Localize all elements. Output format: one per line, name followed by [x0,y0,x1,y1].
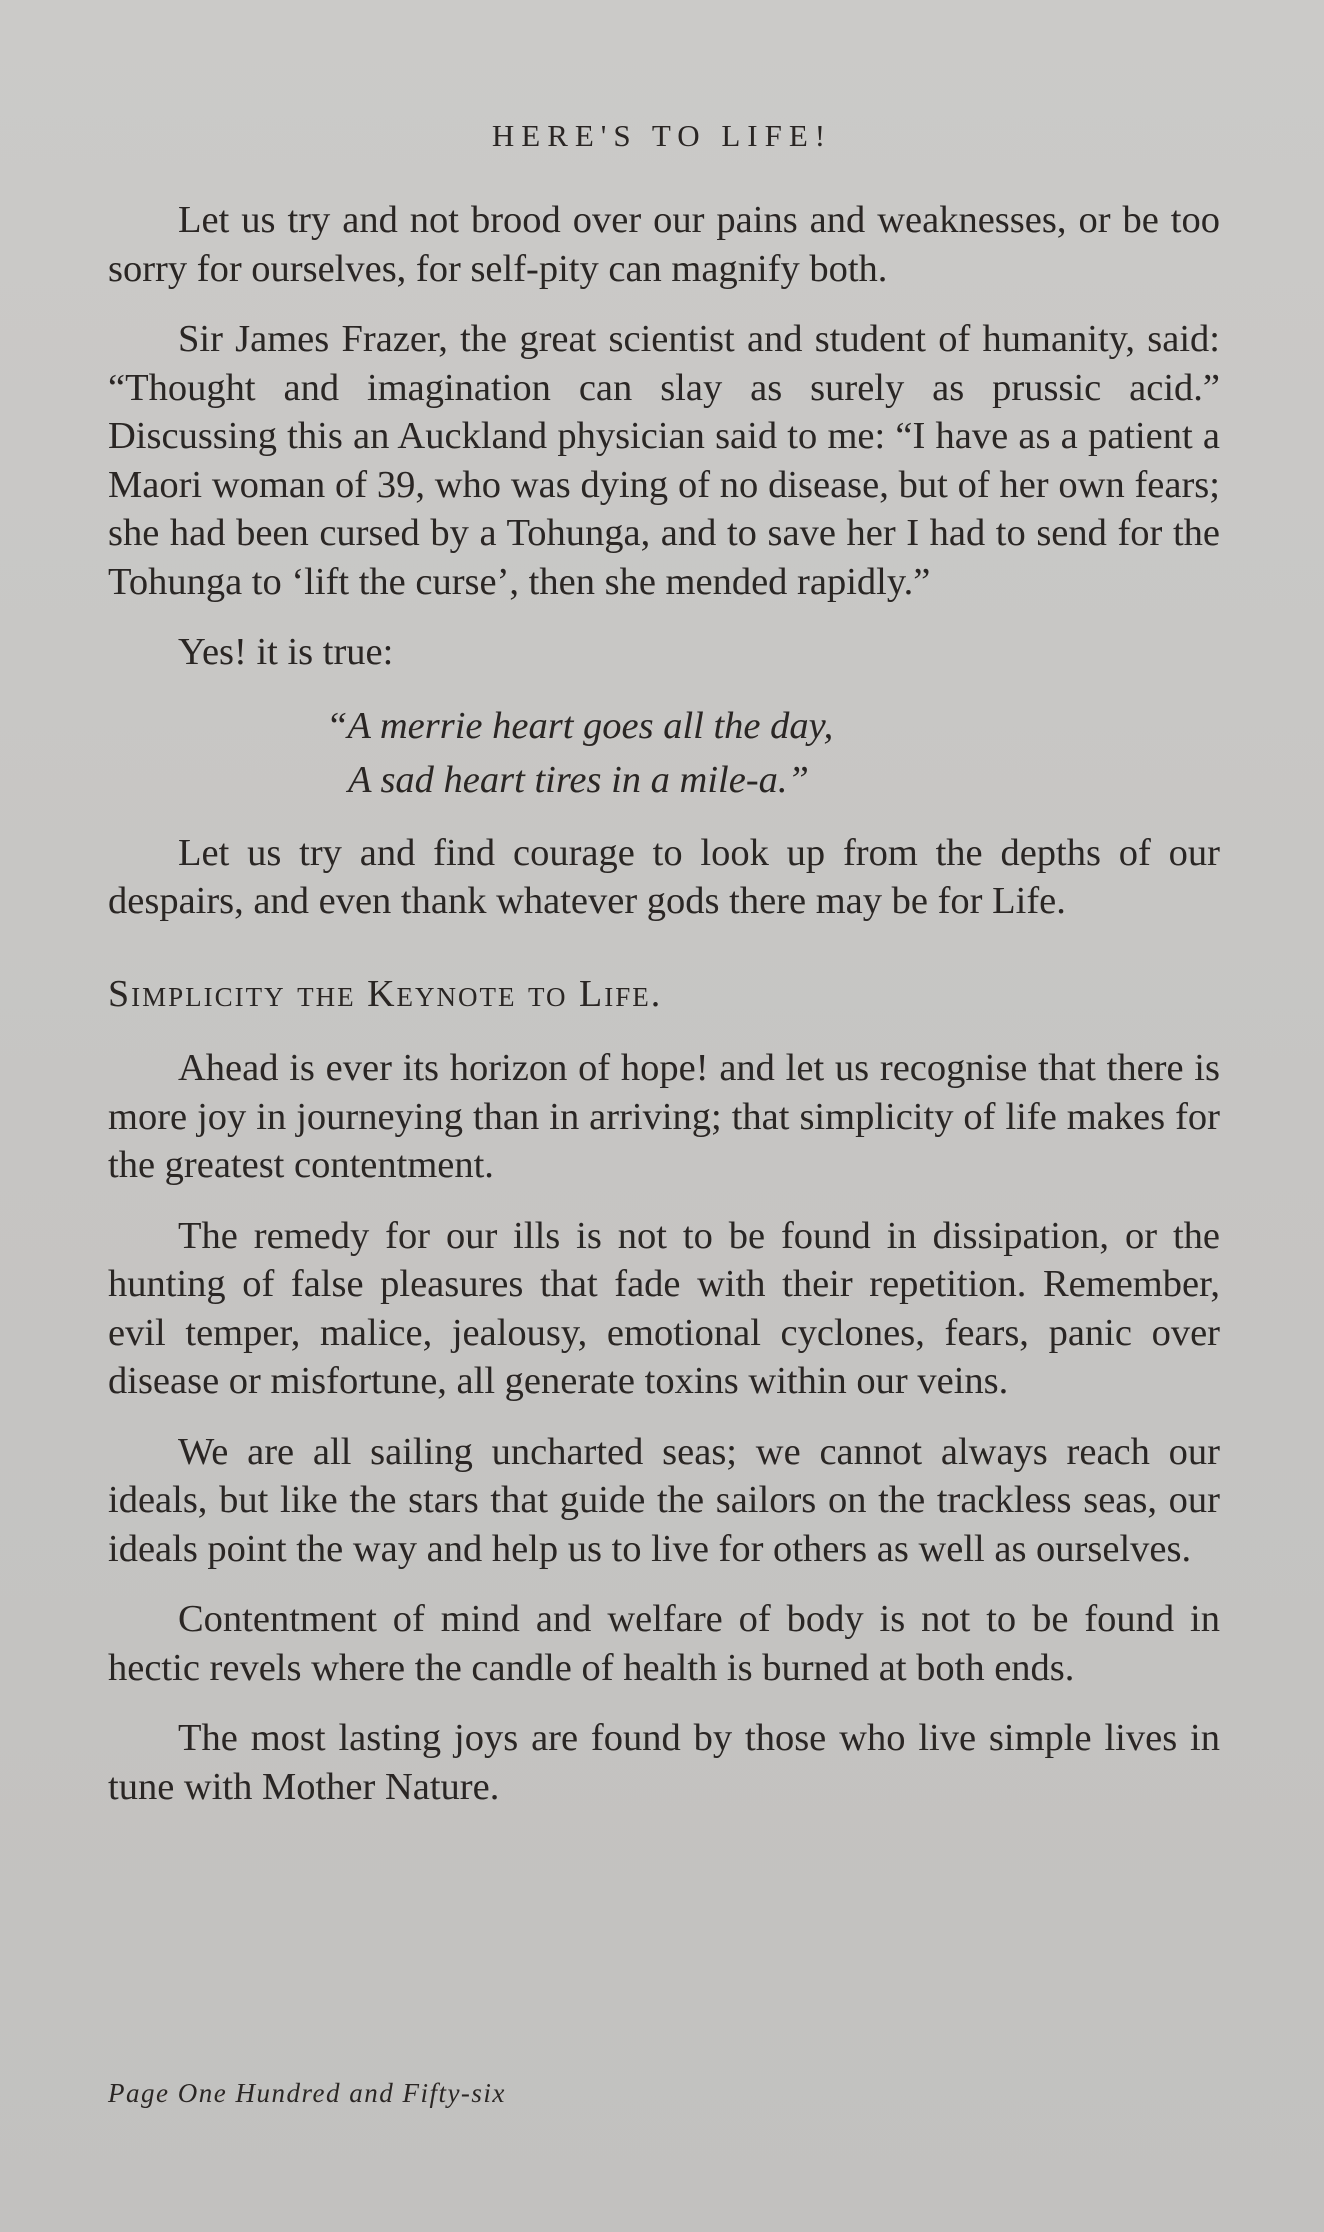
paragraph-contentment: Contentment of mind and welfare of body is not to be found in hectic revels where the candle of health is burned at both ends. [108,1598,1220,1689]
verse-quote [108,699,1220,807]
section-heading: Simplicity the Keynote to Life. [108,972,663,1015]
paragraph-uncharted-seas: We are all sailing uncharted seas; we cannot always reach our ideals, but like the stars that guide the sailors on the trackless seas, our ideals point the way and help us to live for others as well as ourselves. [108,1430,1220,1570]
verse-line-1: “A merrie heart goes all the day, [326,704,834,747]
paragraph-courage: Let us try and find courage to look up from the depths of our despairs, and even thank whatever gods there may be for Life. [108,831,1220,922]
paragraph-self-pity: Let us try and not brood over our pains and weaknesses, or be too sorry for ourselves, for self-pity can magnify both. [108,199,1220,290]
verse-line-2: A sad heart tires in a mile-a.” [348,758,809,801]
paragraph-yes-it-is-true: Yes! it is true: [178,631,394,673]
page-body [108,196,1220,1833]
paragraph-lasting-joys: The most lasting joys are found by those who live simple lives in tune with Mother Nature. [108,1717,1220,1808]
paragraph-frazer-quote: Sir James Frazer, the great scientist and student of humanity, said: “Thought and imagination can slay as surely as prussic acid.” Discussing this an Auckland physician said to me: “I have as a patient a Maori woman of 39, who was dying of no disease, but of her own fears; she had been cursed by a Tohunga, and to save her I had to send for the Tohunga to ‘lift the curse’, then she mended rapidly.” [108,318,1220,603]
paragraph-horizon-of-hope: Ahead is ever its horizon of hope! and let us recognise that there is more joy in journeying than in arriving; that simplicity of life makes for the greatest contentment. [108,1047,1220,1186]
paragraph-remedy-for-ills: The remedy for our ills is not to be found in dissipation, or the hunting of false pleasures that fade with their repetition. Remember, evil temper, malice, jealousy, emotional cyclones, fears, panic over disease or misfortune, all generate toxins within our veins. [108,1214,1220,1402]
running-head: HERE'S TO LIFE! [491,118,833,153]
page-number-footer: Page One Hundred and Fifty-six [108,2078,506,2108]
